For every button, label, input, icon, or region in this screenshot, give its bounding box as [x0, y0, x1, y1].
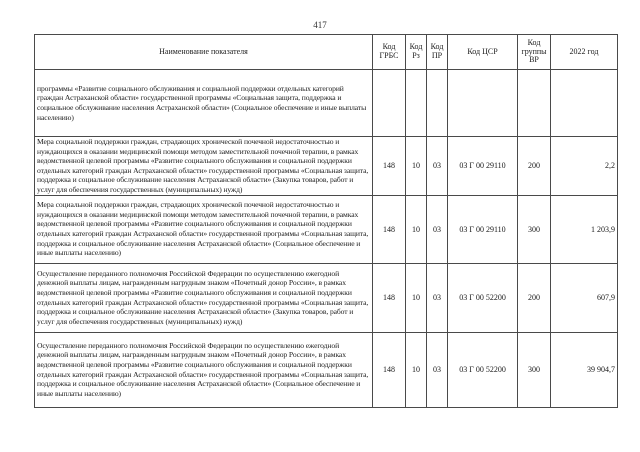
row-pr: 03	[427, 195, 448, 263]
row-grbs	[373, 70, 406, 137]
page-number: 417	[313, 20, 327, 30]
header-name: Наименование показателя	[35, 35, 373, 70]
row-vr: 300	[518, 195, 551, 263]
row-vr: 300	[518, 332, 551, 407]
row-name: Мера социальной поддержки граждан, страдающих хронической почечной недостаточностью и нуждающихся в оказании медицинской помощи методом заместительной почечной терапии, в рамках ведомственной целевой программы «Развитие социального обслуживания и социальной поддержки отдельных категорий граждан Астраханской области» государственной программы «Социальная защита, поддержка и социальное обслуживание населения Астраханской области» (Социальное обеспечение и иные выплаты населению)	[35, 195, 373, 263]
row-vr	[518, 70, 551, 137]
row-grbs: 148	[373, 263, 406, 332]
row-pr: 03	[427, 263, 448, 332]
row-pr	[427, 70, 448, 137]
row-amount	[551, 70, 618, 137]
row-grbs: 148	[373, 195, 406, 263]
row-grbs: 148	[373, 332, 406, 407]
row-rz: 10	[406, 137, 427, 196]
row-name: Мера социальной поддержки граждан, страдающих хронической почечной недостаточностью и нуждающихся в оказании медицинской помощи методом заместительной почечной терапии, в рамках ведомственной целевой программы «Развитие социального обслуживания и социальной поддержки отдельных категорий граждан Астраханской области» государственной программы «Социальная защита, поддержка и социальное обслуживание населения Астраханской области» (Закупка товаров, работ и услуг для обеспечения государственных (муниципальных) нужд)	[35, 137, 373, 196]
row-vr: 200	[518, 263, 551, 332]
header-rz: Код Рз	[406, 35, 427, 70]
header-vr: Код группы ВР	[518, 35, 551, 70]
budget-table	[34, 34, 618, 408]
row-csr: 03 Г 00 52200	[448, 332, 518, 407]
table-row	[35, 332, 618, 407]
table-row	[35, 70, 618, 137]
row-vr: 200	[518, 137, 551, 196]
header-csr: Код ЦСР	[448, 35, 518, 70]
header-grbs: Код ГРБС	[373, 35, 406, 70]
table-header	[35, 35, 618, 70]
row-name: Осуществление переданного полномочия Российской Федерации по осуществлению ежегодной денежной выплаты лицам, награжденным нагрудным знаком «Почетный донор России», в рамках ведомственной целевой программы «Развитие социального обслуживания и социальной поддержки отдельных категорий граждан Астраханской области» государственной программы «Социальная защита, поддержка и социальное обслуживание населения Астраханской области» (Закупка товаров, работ и услуг для обеспечения государственных (муниципальных) нужд)	[35, 263, 373, 332]
header-pr: Код ПР	[427, 35, 448, 70]
row-rz: 10	[406, 263, 427, 332]
row-amount: 607,9	[551, 263, 618, 332]
header-year: 2022 год	[551, 35, 618, 70]
row-amount: 1 203,9	[551, 195, 618, 263]
row-name: Осуществление переданного полномочия Российской Федерации по осуществлению ежегодной денежной выплаты лицам, награжденным нагрудным знаком «Почетный донор России», в рамках ведомственной целевой программы «Развитие социального обслуживания и социальной поддержки отдельных категорий граждан Астраханской области» государственной программы «Социальная защита, поддержка и социальное обслуживание населения Астраханской области» (Социальное обеспечение и иные выплаты населению)	[35, 332, 373, 407]
row-pr: 03	[427, 332, 448, 407]
row-rz: 10	[406, 195, 427, 263]
row-rz: 10	[406, 332, 427, 407]
row-grbs: 148	[373, 137, 406, 196]
row-pr: 03	[427, 137, 448, 196]
row-rz	[406, 70, 427, 137]
table-row	[35, 137, 618, 196]
row-amount: 2,2	[551, 137, 618, 196]
row-csr: 03 Г 00 52200	[448, 263, 518, 332]
row-csr	[448, 70, 518, 137]
row-amount: 39 904,7	[551, 332, 618, 407]
row-csr: 03 Г 00 29110	[448, 137, 518, 196]
table-row	[35, 263, 618, 332]
row-name: программы «Развитие социального обслуживания и социальной поддержки отдельных категорий граждан Астраханской области» государственной программы «Социальная защита, поддержка и социальное обслуживание населения Астраханской области» (Социальное обеспечение и иные выплаты населению)	[35, 70, 373, 137]
row-csr: 03 Г 00 29110	[448, 195, 518, 263]
table-row	[35, 195, 618, 263]
